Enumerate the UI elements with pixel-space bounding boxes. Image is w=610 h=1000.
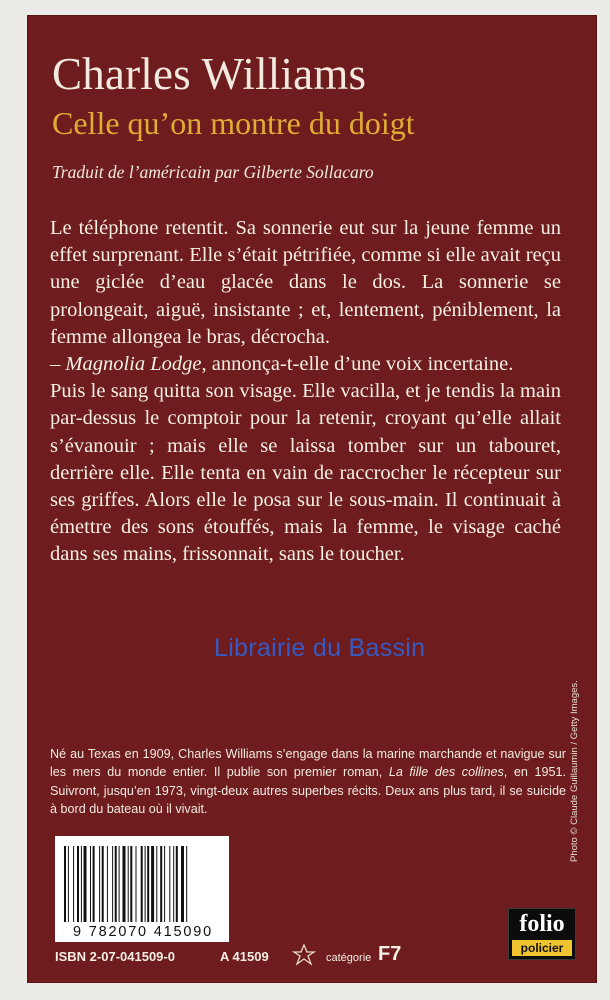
barcode-bar [93,846,95,922]
excerpt-paragraph-3: Puis le sang quitta son visage. Elle vacilla, et je tendis la main par-dessus le comptoir pour la retenir, croyant qu’elle allait s’évanouir ; mais elle se laissa tomber sur un tabouret, derrière elle. Elle tenta en vain de raccrocher le récepteur sur ses griffes. Alors elle le posa sur le sous-main. Il continuait à émettre des sons étouffés, mais la femme, le visage caché dans ses mains, frissonnait, sans le toucher. [50,380,561,566]
barcode-bar [84,846,87,922]
barcode-bar [102,846,104,922]
excerpt-paragraph-2 [50,351,561,378]
barcode-bar [145,846,146,922]
catalog-code: A 41509 [220,949,269,964]
barcode-bar [64,846,66,922]
barcode-bars [64,846,222,922]
author-bio [50,745,566,818]
barcode-bar [115,846,117,922]
author-name: Charles Williams [52,49,367,99]
barcode-bar [141,846,143,922]
translator-credit: Traduit de l’américain par Gilberte Sollacaro [52,162,374,182]
barcode-bar [147,846,149,922]
barcode-bar [77,846,79,922]
barcode-bar [99,846,100,922]
book-back-cover [28,16,596,982]
excerpt-place-name: Magnolia Lodge [65,353,202,376]
barcode-bar [81,846,82,922]
barcode-bar [136,846,137,922]
folio-logo-word: folio [519,911,565,937]
excerpt-paragraph-2-rest: , annonça-t-elle d’une voix incertaine. [201,353,514,376]
barcode-bar [181,846,184,922]
categorie-code: F7 [378,943,402,965]
barcode-bar [169,846,170,922]
photo-credit: Photo © Claude Guillaumin / Getty Images. [569,680,580,862]
barcode-bar [112,846,113,922]
categorie-label: catégorie [326,952,372,964]
barcode-bar [128,846,129,922]
barcode-bar [173,846,174,922]
barcode-bar [186,846,187,922]
bio-part-2: , en 1951. Suivront, jusqu’en 1973, vingt-deux autres superbes récits. Deux ans plus tard, il se suicide à bord du bateau où il vivait. [50,765,566,816]
isbn: ISBN 2-07-041509-0 [55,949,175,964]
excerpt-paragraph-1: Le téléphone retentit. Sa sonnerie eut sur la jeune femme un effet surprenant. Elle s’était pétrifiée, comme si elle avait reçu une giclée d’eau glacée dans le dos. La sonnerie se prolongeait, aiguë, insistante ; et, lentement, péniblement, la femme allongea le bras, décrocha. [50,217,561,348]
barcode [55,836,229,942]
bio-part-1: Né au Texas en 1909, Charles Williams s’engage dans la marine marchande et navigue sur les mers du monde entier. Il publie son premier roman, [50,747,566,780]
gallimard-logo-icon [290,942,318,968]
barcode-bar [176,846,178,922]
watermark: Librairie du Bassin [214,634,426,662]
bio-book-title: La fille des collines [388,765,504,780]
barcode-bar [164,846,165,922]
barcode-bar [68,846,69,922]
folio-policier-logo [508,908,576,960]
barcode-bar [107,846,108,922]
barcode-bar [130,846,132,922]
barcode-digits: 9 782070 415090 [73,924,213,940]
excerpt [50,215,561,569]
barcode-bar [123,846,126,922]
barcode-bar [156,846,157,922]
barcode-bar [119,846,120,922]
barcode-bar [160,846,162,922]
book-title: Celle qu’on montre du doigt [52,105,415,141]
barcode-bar [90,846,91,922]
folio-logo-collection: policier [512,940,572,956]
barcode-bar [151,846,154,922]
excerpt-dash: – [50,353,66,376]
barcode-bar [73,846,74,922]
